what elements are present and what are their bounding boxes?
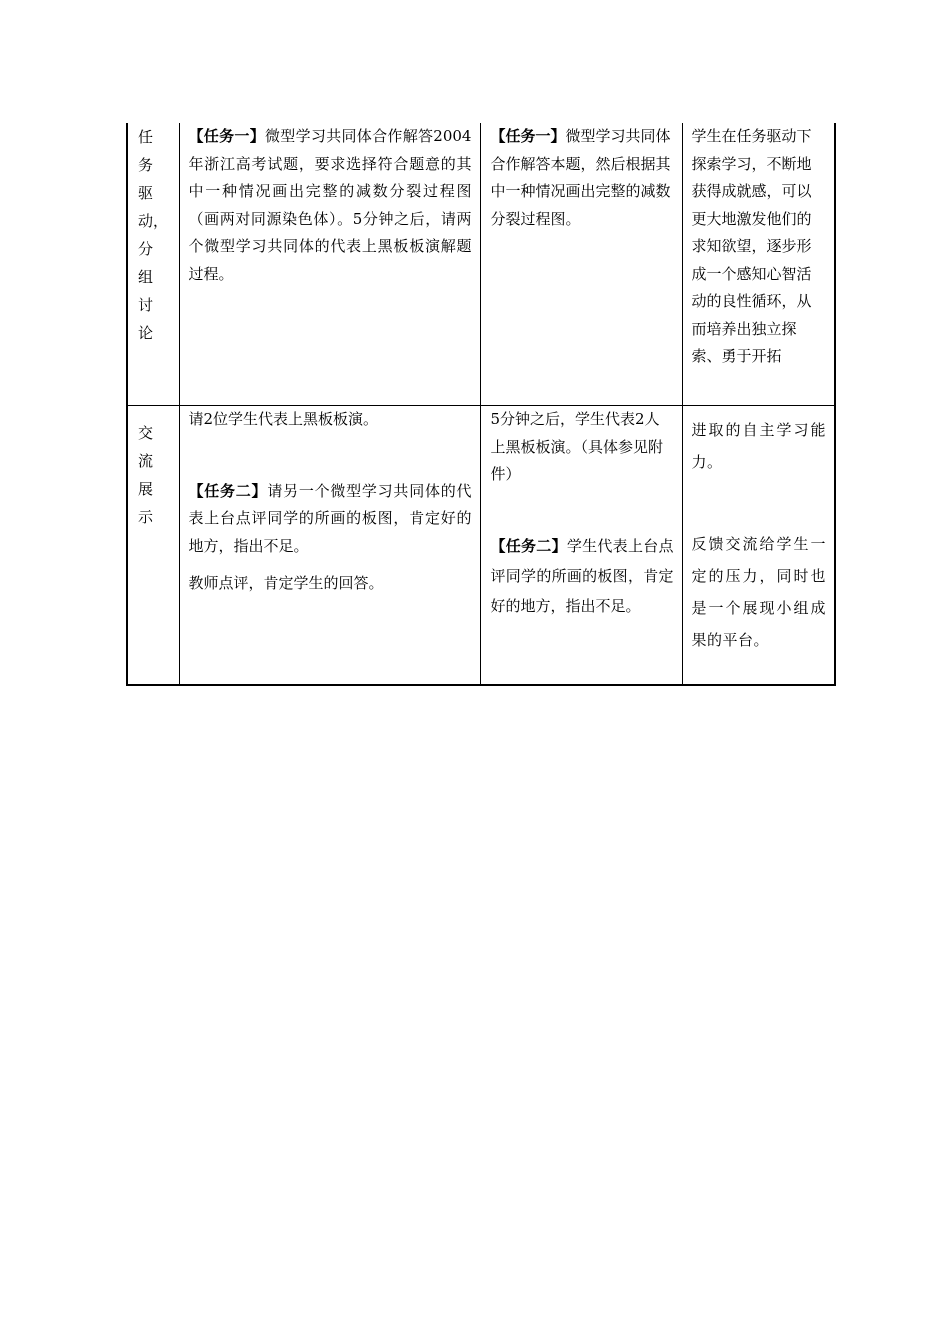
teacher-activity-text [180, 406, 480, 598]
design-intent-text [683, 406, 835, 656]
student-activity-text [481, 406, 682, 621]
table-row [127, 406, 835, 686]
teacher-line: 教师点评，肯定学生的回答。 [188, 574, 384, 592]
teacher-line: 请2位学生代表上黑板板演。 [188, 410, 379, 428]
stage-cell [127, 123, 179, 406]
teacher-activity-cell [179, 123, 480, 406]
task-text: 微型学习共同体合作解答本题，然后根据其中一种情况画出完整的减数分裂过程图。 [490, 127, 671, 228]
task-label: 【任务一】 [490, 127, 566, 145]
stage-cell [127, 406, 179, 686]
student-line: 5分钟之后，学生代表2人上黑板板演。（具体参见附件） [490, 410, 664, 483]
teacher-activity-text [180, 123, 480, 288]
design-intent-cell [682, 123, 835, 406]
stage-label: 任务驱动，分组讨论 [138, 128, 169, 342]
lesson-plan-table [126, 123, 836, 686]
task-label: 【任务二】 [490, 536, 567, 555]
student-activity-cell [480, 123, 682, 406]
task-text: 请另一个微型学习共同体的代表上台点评同学的所画的板图，肯定好的地方，指出不足。 [188, 481, 472, 555]
table-row [127, 123, 835, 406]
student-activity-text [481, 123, 682, 233]
design-intent-text: 学生在任务驱动下探索学习，不断地获得成就感，可以更大地激发他们的求知欲望，逐步形成一个感知心智活动的良性循环，从而培养出独立探索、勇于开拓 [691, 127, 812, 365]
student-task-paragraph [491, 531, 674, 621]
task-text: 微型学习共同体合作解答2004年浙江高考试题，要求选择符合题意的其中一种情况画出完整的减数分裂过程图（画两对同源染色体）。5分钟之后，请两个微型学习共同体的代表上黑板板演解题过程。 [188, 127, 472, 283]
task-label: 【任务一】 [188, 127, 265, 145]
intent-line: 进取的自主学习能力。 [691, 421, 826, 471]
teacher-activity-cell [179, 406, 480, 686]
stage-label: 交流展示 [138, 424, 154, 526]
teacher-task-paragraph [189, 478, 472, 561]
student-activity-cell [480, 406, 682, 686]
intent-line: 反馈交流给学生一定的压力，同时也是一个展现小组成果的平台。 [691, 535, 826, 649]
task-text: 学生代表上台点评同学的所画的板图，肯定好的地方，指出不足。 [490, 536, 674, 615]
task-label: 【任务二】 [188, 481, 268, 500]
design-intent-cell [682, 406, 835, 686]
